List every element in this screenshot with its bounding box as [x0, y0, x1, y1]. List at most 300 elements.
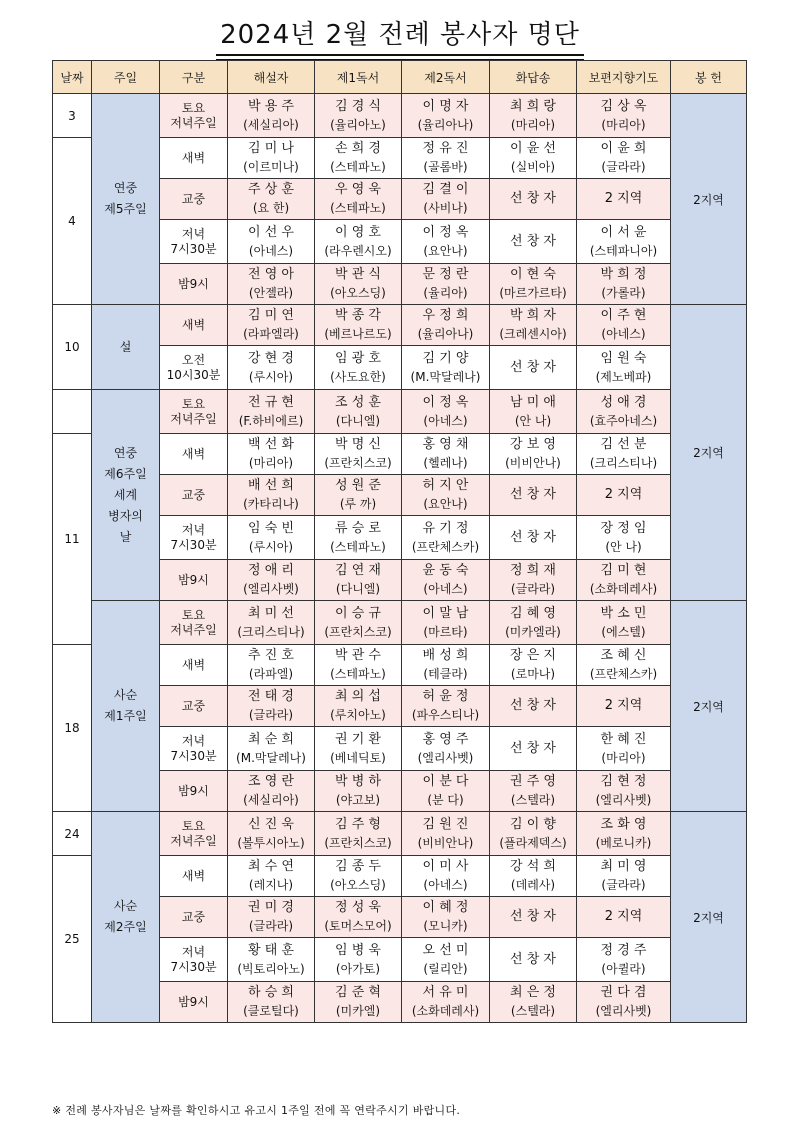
volunteer-name: 임 숙 빈: [248, 520, 294, 536]
volunteer-name: 김 상 옥: [600, 98, 647, 114]
volunteer-name: 임 병 욱: [335, 942, 381, 958]
volunteer-cell: [228, 516, 315, 560]
volunteer-cell: [490, 264, 577, 305]
volunteer-name: 2 지역: [604, 909, 643, 924]
baptismal-name: (아네스): [248, 243, 294, 258]
volunteer-name: 조 성 훈: [335, 394, 381, 410]
volunteer-cell: [577, 856, 671, 897]
volunteer-cell: [577, 560, 671, 601]
volunteer-cell: [577, 94, 671, 138]
volunteer-cell: [228, 179, 315, 220]
volunteer-name: 황 태 훈: [248, 942, 294, 958]
volunteer-cell: [402, 938, 490, 982]
sunday-cell: [92, 812, 160, 1023]
baptismal-name: (크레센시아): [499, 327, 567, 341]
baptismal-name: (프란체스카): [589, 667, 658, 681]
volunteer-cell: [315, 179, 402, 220]
baptismal-name: (프란치스코): [324, 624, 392, 639]
volunteer-name: 김 현 정: [600, 774, 647, 789]
baptismal-name: (스텔라): [510, 1004, 556, 1018]
sunday-line: 사순: [113, 688, 138, 702]
service-type-cell: [160, 686, 228, 727]
sunday-line: 연중: [113, 445, 138, 460]
baptismal-name: (율리아나): [417, 117, 474, 132]
baptismal-name: (율리아나): [417, 327, 474, 341]
volunteer-name: 장 정 임: [600, 520, 647, 536]
volunteer-cell: [402, 475, 490, 516]
volunteer-name: 권 기 환: [335, 731, 381, 747]
date-cell: [53, 390, 92, 434]
service-type-line: 7시30분: [170, 241, 217, 256]
volunteer-cell: [490, 560, 577, 601]
volunteer-name: 성 애 경: [600, 394, 647, 410]
service-type-line: 저녁: [181, 944, 206, 959]
volunteer-cell: [315, 516, 402, 560]
volunteer-name: 박 희 자: [510, 308, 556, 323]
service-type-line: 밤9시: [178, 994, 209, 1009]
volunteer-cell: [315, 475, 402, 516]
baptismal-name: (미카엘): [335, 1004, 381, 1018]
volunteer-name: 이 승 규: [335, 605, 381, 621]
service-type-cell: [160, 771, 228, 812]
service-type-line: 새벽: [181, 868, 206, 883]
volunteer-name: 이 선 우: [248, 224, 294, 240]
volunteer-cell: [315, 771, 402, 812]
volunteer-cell: [228, 560, 315, 601]
volunteer-cell: [315, 264, 402, 305]
column-header: 제1독서: [315, 61, 402, 94]
volunteer-name: 선 창 자: [510, 191, 556, 206]
baptismal-name: (비비안나): [417, 835, 474, 850]
service-type-cell: [160, 305, 228, 346]
volunteer-name: 김 주 형: [335, 816, 381, 832]
volunteer-cell: [315, 856, 402, 897]
volunteer-cell: [402, 434, 490, 475]
volunteer-cell: [315, 390, 402, 434]
baptismal-name: (레지나): [248, 878, 294, 892]
service-type-cell: [160, 856, 228, 897]
baptismal-name: (글라라): [601, 878, 646, 892]
volunteer-cell: [402, 94, 490, 138]
service-type-line: 저녁주일: [170, 411, 217, 426]
volunteer-name: 권 다 겸: [600, 985, 647, 1000]
volunteer-name: 류 승 로: [335, 520, 381, 536]
volunteer-name: 백 선 화: [248, 437, 294, 452]
volunteer-cell: [228, 346, 315, 390]
baptismal-name: (이르미나): [243, 160, 299, 174]
service-type-line: 밤9시: [178, 276, 209, 291]
volunteer-cell: [577, 727, 671, 771]
baptismal-name: (아오스딩): [330, 878, 386, 892]
sunday-line: 날: [119, 529, 132, 544]
column-header: 주일: [92, 61, 160, 94]
baptismal-name: (파우스티나): [411, 708, 480, 722]
sunday-line: 병자의: [108, 508, 143, 523]
service-type-cell: [160, 94, 228, 138]
volunteer-cell: [228, 601, 315, 645]
baptismal-name: (스텔라): [510, 793, 556, 807]
volunteer-name: 권 미 경: [248, 900, 294, 915]
volunteer-name: 추 진 호: [248, 648, 294, 663]
volunteer-cell: [577, 220, 671, 264]
volunteer-cell: [490, 856, 577, 897]
baptismal-name: (프란치스코): [324, 835, 392, 850]
baptismal-name: (토머스모어): [324, 919, 392, 933]
volunteer-name: 김 미 연: [248, 308, 294, 323]
volunteer-cell: [315, 346, 402, 390]
date-cell: 24: [53, 812, 92, 856]
table-row: [53, 812, 747, 856]
volunteer-cell: [402, 686, 490, 727]
volunteer-name: 정 희 재: [510, 563, 556, 578]
volunteer-cell: [228, 727, 315, 771]
baptismal-name: (릴리안): [423, 961, 468, 976]
service-type-line: 교중: [181, 909, 206, 924]
column-header: 날짜: [53, 61, 92, 94]
table-body: [53, 94, 747, 1023]
volunteer-cell: [490, 220, 577, 264]
volunteer-cell: [402, 856, 490, 897]
volunteer-cell: [402, 645, 490, 686]
volunteer-cell: [402, 516, 490, 560]
baptismal-name: (요안나): [423, 243, 468, 258]
volunteer-name: 유 기 정: [422, 520, 469, 536]
volunteer-cell: [315, 305, 402, 346]
baptismal-name: (사도요한): [330, 369, 386, 384]
volunteer-cell: [228, 771, 315, 812]
volunteer-name: 김 경 식: [335, 98, 381, 114]
baptismal-name: (글라라): [510, 582, 556, 596]
volunteer-name: 이 명 자: [422, 98, 469, 114]
service-type-cell: [160, 138, 228, 179]
sunday-line: 제6주일: [104, 466, 147, 481]
service-type-line: 토요: [181, 818, 206, 833]
baptismal-name: (루 까): [339, 497, 377, 511]
volunteer-name: 성 원 준: [335, 478, 381, 493]
volunteer-name: 윤 동 숙: [422, 563, 469, 578]
volunteer-cell: [402, 220, 490, 264]
baptismal-name: (스테파니아): [589, 243, 658, 258]
volunteer-cell: [490, 601, 577, 645]
baptismal-name: (베네딕토): [330, 750, 386, 765]
volunteer-name: 김 선 분: [600, 437, 647, 452]
volunteer-name: 남 미 애: [510, 394, 556, 410]
volunteer-cell: [315, 686, 402, 727]
baptismal-name: (소화데레사): [411, 1004, 480, 1018]
volunteer-cell: [490, 686, 577, 727]
baptismal-name: (율리아노): [330, 117, 386, 132]
volunteer-name: 서 유 미: [422, 985, 469, 1000]
service-type-cell: [160, 727, 228, 771]
volunteer-cell: [315, 434, 402, 475]
service-type-line: 7시30분: [170, 537, 217, 552]
service-type-line: 토요: [181, 607, 206, 622]
baptismal-name: (마르가르타): [499, 286, 567, 300]
baptismal-name: (베로니카): [595, 835, 652, 850]
volunteer-name: 선 창 자: [510, 529, 556, 545]
volunteer-name: 조 혜 신: [600, 648, 647, 663]
volunteer-cell: [315, 897, 402, 938]
volunteer-name: 김 연 재: [335, 563, 381, 578]
volunteer-cell: [228, 856, 315, 897]
volunteer-name: 선 창 자: [510, 909, 556, 924]
volunteer-cell: [490, 390, 577, 434]
volunteer-name: 이 혜 정: [422, 900, 469, 915]
table-row: [53, 305, 747, 346]
date-cell: 10: [53, 305, 92, 390]
baptismal-name: (율리아): [423, 286, 468, 300]
volunteer-cell: [315, 220, 402, 264]
volunteer-cell: [315, 601, 402, 645]
volunteer-cell: [402, 179, 490, 220]
volunteer-cell: [490, 982, 577, 1023]
volunteer-name: 문 정 란: [422, 267, 469, 282]
offering-cell: 2지역: [671, 812, 747, 1023]
baptismal-name: (엘리사벳): [595, 1004, 652, 1018]
volunteer-name: 이 영 호: [335, 224, 381, 240]
volunteer-name: 정 유 진: [422, 141, 469, 156]
volunteer-name: 김 혜 영: [510, 605, 556, 621]
volunteer-name: 홍 영 채: [422, 437, 469, 452]
sunday-line: 제2주일: [104, 920, 147, 934]
volunteer-cell: [490, 645, 577, 686]
volunteer-cell: [228, 812, 315, 856]
sunday-line: 설: [119, 339, 132, 354]
date-cell: 18: [53, 645, 92, 812]
sunday-line: 제1주일: [104, 709, 147, 723]
volunteer-name: 전 태 경: [248, 689, 294, 704]
volunteer-name: 이 미 사: [422, 859, 469, 874]
baptismal-name: (마리아): [601, 117, 646, 132]
table-row: [53, 94, 747, 138]
volunteer-cell: [228, 897, 315, 938]
volunteer-name: 김 원 진: [422, 816, 469, 832]
volunteer-cell: [402, 812, 490, 856]
volunteer-name: 이 현 숙: [510, 267, 556, 282]
volunteer-cell: [228, 645, 315, 686]
volunteer-name: 선 창 자: [510, 698, 556, 713]
volunteer-name: 이 주 현: [600, 308, 647, 323]
sunday-cell: [92, 390, 160, 601]
volunteer-cell: [228, 264, 315, 305]
volunteer-cell: [577, 346, 671, 390]
volunteer-name: 이 분 다: [422, 774, 469, 789]
volunteer-cell: [315, 812, 402, 856]
volunteer-name: 김 미 현: [600, 563, 647, 578]
volunteer-cell: [315, 94, 402, 138]
baptismal-name: (가롤라): [601, 286, 646, 300]
volunteer-cell: [490, 138, 577, 179]
volunteer-name: 박 종 각: [335, 308, 381, 323]
volunteer-cell: [577, 475, 671, 516]
baptismal-name: (프란치스코): [324, 456, 392, 470]
baptismal-name: (라파엘): [248, 667, 294, 681]
baptismal-name: (엘리사벳): [243, 582, 299, 596]
baptismal-name: (스테파노): [330, 667, 386, 681]
volunteer-name: 한 혜 진: [600, 731, 647, 747]
baptismal-name: (골롬바): [423, 160, 468, 174]
service-type-line: 저녁주일: [170, 833, 217, 848]
service-type-line: 저녁: [181, 522, 206, 537]
offering-cell: 2지역: [671, 305, 747, 601]
volunteer-cell: [490, 727, 577, 771]
offering-cell: 2지역: [671, 94, 747, 305]
volunteer-name: 박 병 하: [335, 774, 381, 789]
baptismal-name: (크리스티나): [589, 456, 658, 470]
column-header: 화답송: [490, 61, 577, 94]
volunteer-cell: [402, 982, 490, 1023]
volunteer-name: 이 정 옥: [422, 394, 469, 410]
volunteer-cell: [402, 390, 490, 434]
volunteer-cell: [490, 938, 577, 982]
volunteer-name: 배 성 희: [422, 648, 469, 663]
volunteer-name: 2 지역: [604, 698, 643, 713]
volunteer-name: 임 원 숙: [600, 350, 647, 366]
volunteer-name: 허 윤 정: [422, 689, 469, 704]
service-type-line: 오전: [181, 352, 206, 367]
baptismal-name: (카타리나): [243, 497, 299, 511]
volunteer-cell: [490, 475, 577, 516]
volunteer-name: 선 창 자: [510, 233, 556, 249]
volunteer-name: 배 선 희: [248, 478, 294, 493]
baptismal-name: (비비안나): [505, 456, 561, 470]
service-type-line: 교중: [181, 698, 206, 713]
baptismal-name: (스테파노): [330, 160, 386, 174]
volunteer-cell: [577, 305, 671, 346]
baptismal-name: (마리아): [510, 117, 556, 132]
service-type-line: 저녁주일: [170, 115, 217, 130]
volunteer-cell: [490, 179, 577, 220]
schedule-table: [52, 60, 747, 1023]
volunteer-cell: [577, 938, 671, 982]
baptismal-name: (플라제덱스): [499, 835, 567, 850]
baptismal-name: (에스텔): [601, 624, 646, 639]
volunteer-cell: [402, 346, 490, 390]
service-type-line: 밤9시: [178, 783, 209, 798]
volunteer-cell: [315, 138, 402, 179]
service-type-cell: [160, 475, 228, 516]
baptismal-name: (빅토리아노): [237, 961, 305, 976]
volunteer-cell: [228, 138, 315, 179]
volunteer-cell: [577, 179, 671, 220]
baptismal-name: (볼투시아노): [237, 835, 305, 850]
baptismal-name: (라파엘라): [243, 327, 299, 341]
volunteer-cell: [228, 390, 315, 434]
offering-cell: 2지역: [671, 601, 747, 812]
baptismal-name: (로마나): [510, 667, 556, 681]
volunteer-name: 우 영 욱: [335, 182, 381, 197]
volunteer-cell: [228, 938, 315, 982]
baptismal-name: (모니카): [423, 919, 468, 933]
baptismal-name: (마리아): [248, 456, 294, 470]
volunteer-cell: [490, 812, 577, 856]
volunteer-name: 장 은 지: [510, 648, 556, 663]
volunteer-name: 선 창 자: [510, 740, 556, 756]
volunteer-name: 강 석 희: [510, 859, 556, 874]
service-type-line: 저녁: [181, 733, 206, 748]
volunteer-name: 하 승 희: [248, 985, 294, 1000]
service-type-cell: [160, 516, 228, 560]
baptismal-name: (소화데레사): [589, 582, 658, 596]
volunteer-cell: [490, 434, 577, 475]
baptismal-name: (프란체스카): [411, 539, 480, 554]
volunteer-name: 이 말 남: [422, 605, 469, 621]
service-type-line: 7시30분: [170, 959, 217, 974]
baptismal-name: (효주아네스): [589, 413, 658, 428]
date-cell: 4: [53, 138, 92, 305]
volunteer-name: 전 영 아: [248, 267, 294, 282]
volunteer-name: 최 미 선: [248, 605, 294, 621]
volunteer-cell: [577, 812, 671, 856]
sunday-cell: [92, 94, 160, 305]
table-row: [53, 390, 747, 434]
service-type-line: 토요: [181, 100, 206, 115]
volunteer-name: 정 성 욱: [335, 900, 381, 915]
column-header: 보편지향기도: [577, 61, 671, 94]
volunteer-cell: [577, 434, 671, 475]
volunteer-name: 조 화 영: [600, 816, 647, 832]
date-cell: 11: [53, 434, 92, 645]
volunteer-name: 최 수 연: [248, 859, 294, 874]
header-row: [53, 61, 747, 94]
volunteer-name: 최 순 희: [248, 731, 294, 747]
volunteer-cell: [490, 897, 577, 938]
service-type-cell: [160, 390, 228, 434]
volunteer-name: 2 지역: [604, 191, 643, 206]
volunteer-cell: [315, 645, 402, 686]
sunday-line: 사순: [113, 899, 138, 913]
volunteer-name: 정 경 주: [600, 942, 647, 958]
baptismal-name: (글라라): [601, 160, 646, 174]
baptismal-name: (아네스): [423, 878, 468, 892]
volunteer-cell: [228, 305, 315, 346]
baptismal-name: (세실리아): [243, 793, 299, 807]
volunteer-name: 권 주 영: [510, 774, 556, 789]
volunteer-name: 임 광 호: [335, 350, 381, 366]
service-type-cell: [160, 434, 228, 475]
volunteer-cell: [228, 434, 315, 475]
volunteer-name: 이 윤 희: [600, 141, 647, 156]
service-type-line: 저녁: [181, 226, 206, 241]
service-type-line: 7시30분: [170, 748, 217, 763]
volunteer-name: 2 지역: [604, 487, 643, 502]
volunteer-cell: [490, 516, 577, 560]
volunteer-cell: [315, 560, 402, 601]
baptismal-name: (루시아): [248, 369, 294, 384]
volunteer-name: 전 규 현: [248, 394, 294, 410]
baptismal-name: (베르나르도): [324, 327, 392, 341]
volunteer-cell: [577, 771, 671, 812]
service-type-line: 새벽: [181, 446, 206, 461]
volunteer-cell: [577, 516, 671, 560]
baptismal-name: (테클라): [423, 667, 468, 681]
baptismal-name: (다니엘): [335, 582, 381, 596]
baptismal-name: (엘리사벳): [417, 750, 474, 765]
volunteer-name: 홍 영 주: [422, 731, 469, 747]
volunteer-name: 최 미 영: [600, 859, 647, 874]
baptismal-name: (아가토): [335, 961, 381, 976]
volunteer-cell: [228, 982, 315, 1023]
service-type-cell: [160, 601, 228, 645]
baptismal-name: (안 나): [605, 539, 642, 554]
volunteer-name: 김 이 향: [510, 816, 556, 832]
page-title: 2024년 2월 전례 봉사자 명단: [0, 18, 800, 56]
volunteer-name: 정 애 리: [248, 563, 294, 578]
baptismal-name: (글라라): [248, 919, 294, 933]
footnote: ※ 전례 봉사자님은 날짜를 확인하시고 유고시 1주일 전에 꼭 연락주시기 바랍니다.: [52, 1104, 461, 1117]
service-type-cell: [160, 645, 228, 686]
volunteer-cell: [228, 94, 315, 138]
